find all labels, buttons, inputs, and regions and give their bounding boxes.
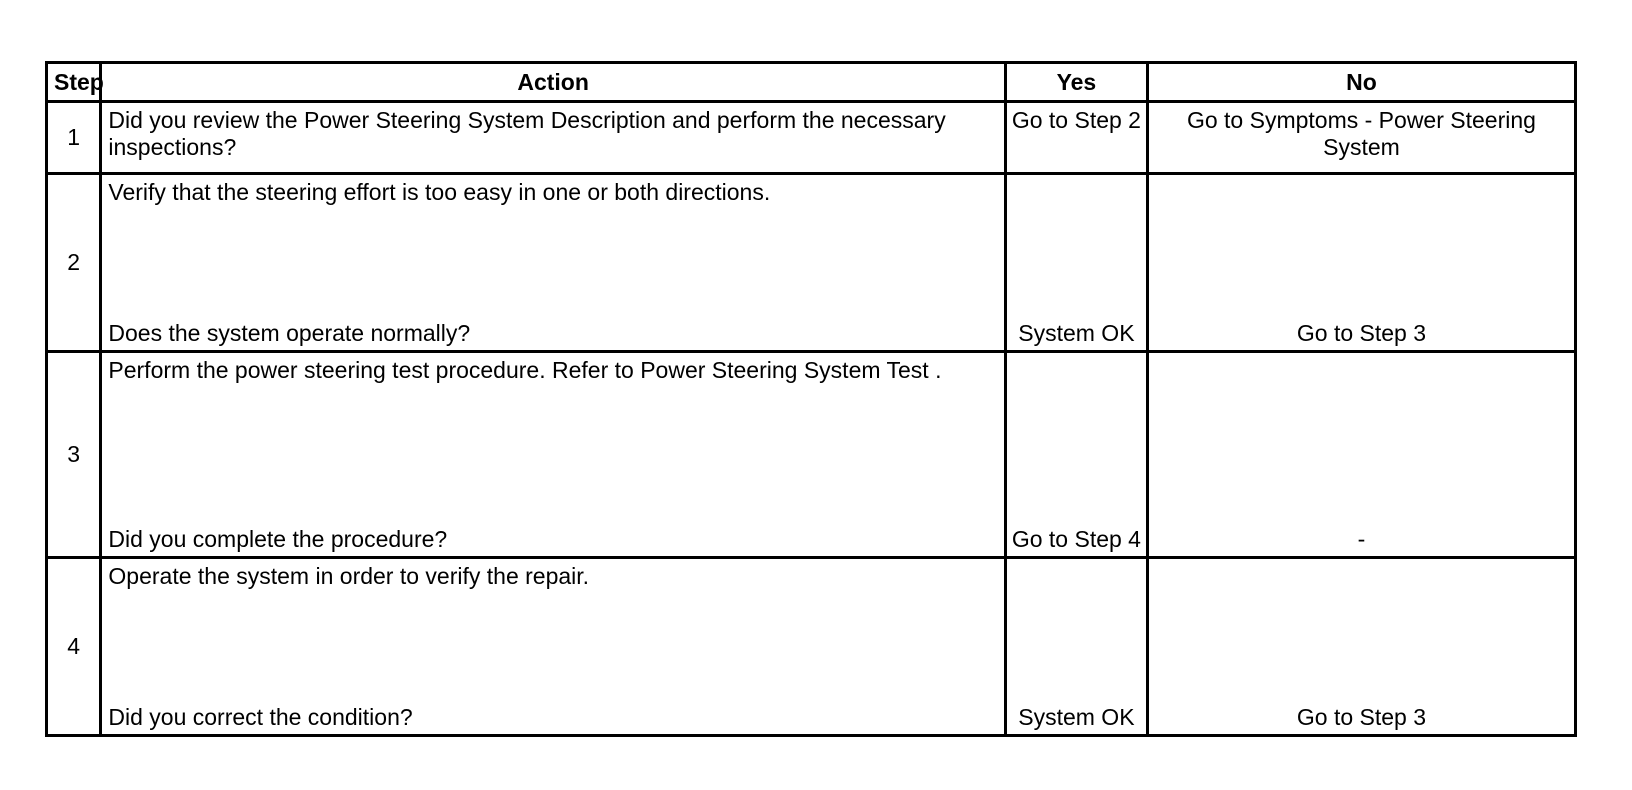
yes-result: Go to Step 4 [1005, 352, 1147, 558]
no-result: - [1147, 352, 1575, 558]
header-action: Action [101, 63, 1006, 102]
diagnostic-table [45, 61, 1577, 737]
action-cell [101, 174, 1006, 352]
action-text: Perform the power steering test procedure. Refer to Power Steering System Test . [108, 357, 942, 383]
action-cell [101, 102, 1006, 174]
step-number: 4 [47, 558, 101, 736]
header-yes: Yes [1005, 63, 1147, 102]
step-number: 1 [47, 102, 101, 174]
table-header-row [47, 63, 1576, 102]
table-row [47, 174, 1576, 352]
action-cell [101, 558, 1006, 736]
yes-result: System OK [1005, 558, 1147, 736]
yes-result: System OK [1005, 174, 1147, 352]
step-number: 2 [47, 174, 101, 352]
action-text: Verify that the steering effort is too easy in one or both directions. [108, 179, 771, 205]
action-question: Did you correct the condition? [108, 704, 413, 730]
action-question: Did you complete the procedure? [108, 526, 448, 552]
table-row [47, 352, 1576, 558]
no-result: Go to Step 3 [1147, 558, 1575, 736]
header-no: No [1147, 63, 1575, 102]
no-result: Go to Step 3 [1147, 174, 1575, 352]
action-text: Operate the system in order to verify the repair. [108, 563, 590, 589]
yes-result: Go to Step 2 [1005, 102, 1147, 174]
no-result: Go to Symptoms - Power Steering System [1147, 102, 1575, 174]
header-step: Step [47, 63, 101, 102]
action-text: Did you review the Power Steering System Description and perform the necessary inspections? [108, 107, 946, 160]
step-number: 3 [47, 352, 101, 558]
table-row [47, 558, 1576, 736]
action-cell [101, 352, 1006, 558]
action-question: Does the system operate normally? [108, 320, 471, 346]
table-row [47, 102, 1576, 174]
